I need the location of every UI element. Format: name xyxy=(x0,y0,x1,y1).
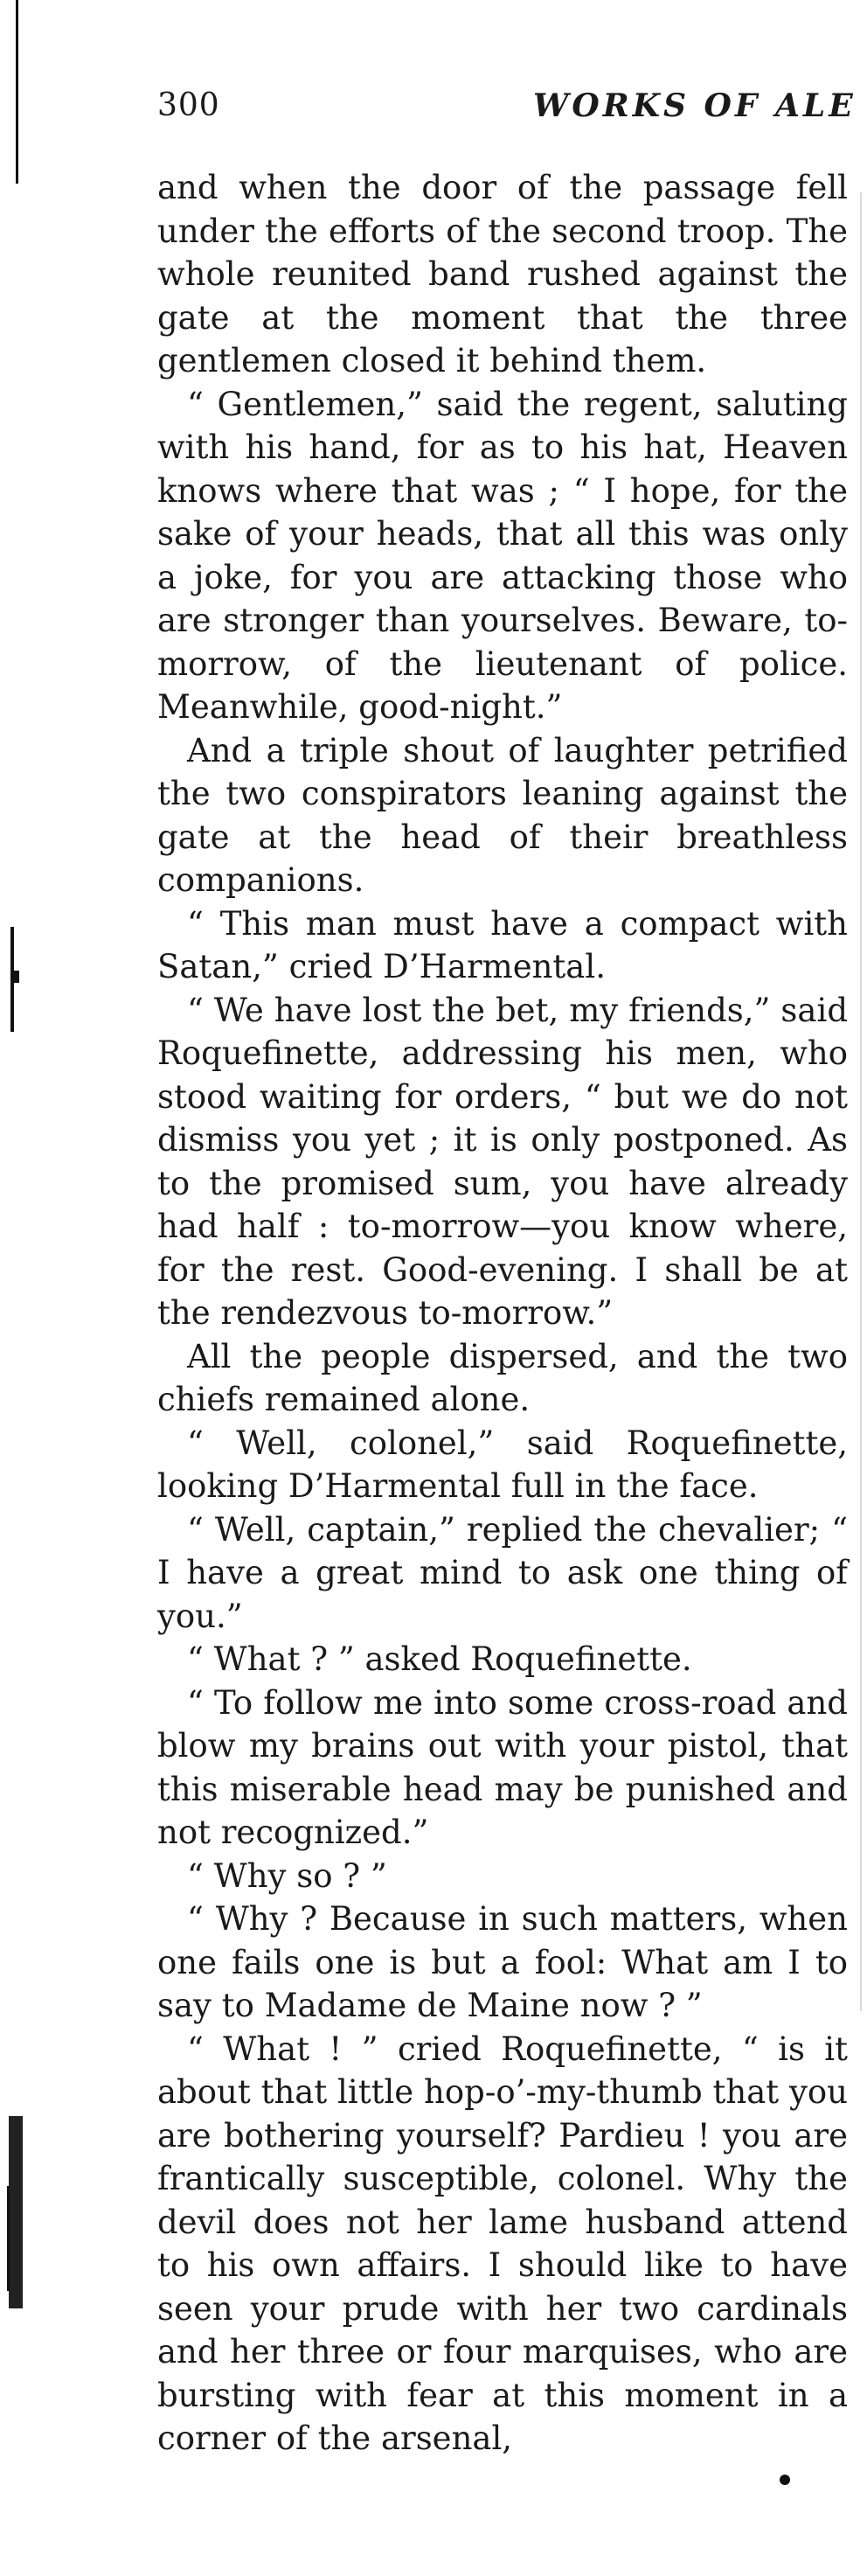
paragraph: and when the door of the passage fell under the efforts of the second troop. The whole reunited band rushed against the gate at the moment that the three gentlemen closed it behind them. xyxy=(157,169,848,379)
paragraph: “ Well, captain,” replied the chevalier; “ I have a great mind to ask one thing of you.” xyxy=(157,1510,848,1635)
page-header xyxy=(157,87,867,140)
scan-edge-mark xyxy=(9,2116,23,2308)
scan-edge-line xyxy=(16,0,18,184)
paragraph: “ Well, colonel,” said Roquefinette, looking D’Harmental full in the face. xyxy=(157,1424,848,1505)
paragraph: “ Gentlemen,” said the regent, saluting with his hand, for as to his hat, Heaven knows where that was ; “ I hope, for the sake of your heads, that all this was only a joke, for you are attacking those who are stronger than yourselves. Beware, to-morrow, of the lieutenant of police. Meanwhile, good-night.” xyxy=(157,385,848,726)
paragraph: “ We have lost the bet, my friends,” said Roquefinette, addressing his men, who stood waiting for orders, “ but we do not dismiss you yet ; it is only postponed. As to the promised sum, you have already had half : to-morrow—you know where, for the rest. Good-evening. I shall be at the rendezvous to-morrow.” xyxy=(157,991,848,1332)
paragraph: “ This man must have a compact with Satan,” cried D’Harmental. xyxy=(157,904,848,985)
scan-edge-mark xyxy=(12,971,19,983)
paragraph: And a triple shout of laughter petrified the two conspirators leaning against the gate at the head of their breathless companions. xyxy=(157,731,848,899)
paragraph: “ Why ? Because in such matters, when one fails one is but a fool: What am I to say to Madame de Maine now ? ” xyxy=(157,1900,848,2024)
ink-dot-mark xyxy=(780,2475,790,2485)
page-number: 300 xyxy=(157,87,220,123)
paragraph: “ What ! ” cried Roquefinette, “ is it about that little hop-o’-my-thumb that you are bothering yourself? Pardieu ! you are frantically susceptible, colonel. Why the devil does not her lame husband attend to his own affairs. I should like to have seen your prude with her two cardinals and her three or four marquises, who are bursting with fear at this moment in a corner of the arsenal, xyxy=(157,2029,848,2457)
paragraph: “ Why so ? ” xyxy=(187,1856,387,1895)
page-gutter-line xyxy=(860,192,862,2011)
running-title: WORKS OF ALE xyxy=(533,87,857,124)
paragraph: “ To follow me into some cross-road and blow my brains out with your pistol, that this miserable head may be punished and not recognized.” xyxy=(157,1683,848,1851)
paragraph: All the people dispersed, and the two chiefs remained alone. xyxy=(157,1337,848,1418)
paragraph: “ What ? ” asked Roquefinette. xyxy=(187,1640,692,1678)
scan-edge-mark xyxy=(7,2186,10,2291)
body-text xyxy=(157,166,848,2461)
